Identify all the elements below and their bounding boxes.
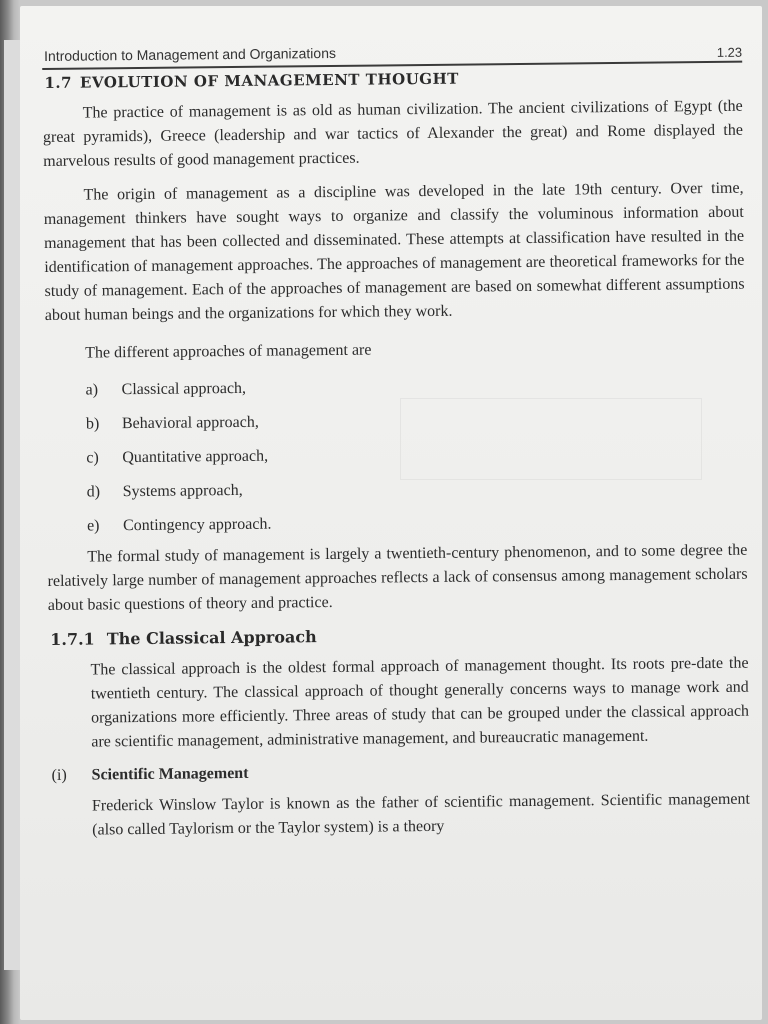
paragraph-origin: The origin of management as a discipline was developed in the late 19th century. Over time, management thinkers have sought ways to organize and classify the voluminous information about management that has been collected and disseminated. These attempts at classification have resulted in the identification of management approaches. The approaches of management are theoretical frameworks for the study of management. Each of the approaches of management are based on somewhat different assumptions about human beings and the organizations for which they work.: [43, 179, 745, 324]
item-title: Scientific Management: [91, 764, 249, 784]
running-head: [42, 39, 742, 70]
approaches-list: [85, 367, 747, 544]
list-item: [87, 503, 747, 544]
list-marker: e): [86, 517, 100, 535]
paragraph-formal-study: The formal study of management is largely a twentieth-century phenomenon, and to some degree the relatively large number of management approaches reflects a lack of consensus among management scholars about basic questions of theory and practice.: [47, 541, 748, 614]
subsection-number: 1.7.1: [50, 629, 95, 649]
list-marker: c): [86, 449, 99, 467]
list-marker: a): [85, 381, 99, 399]
list-marker: d): [86, 483, 101, 501]
list-item-text: Quantitative approach,: [122, 447, 269, 467]
section-title: EVOLUTION OF MANAGEMENT THOUGHT: [79, 69, 459, 92]
item-number: (i): [51, 766, 67, 784]
list-lead: The different approaches of management are: [85, 341, 372, 362]
section-heading: [44, 67, 742, 92]
book-page: [20, 6, 762, 1020]
paragraph-classical: The classical approach is the oldest formal approach of management thought. Its roots pre-date the twentieth century. The classical approach of thought generally concerns ways to manage work and organizations more efficiently. Three areas of study that can be grouped under the classical approach are scientific management, administrative management, and bureaucratic management.: [90, 654, 750, 751]
list-item-text: Systems approach,: [122, 481, 243, 501]
list-marker: b): [85, 415, 100, 433]
list-item-text: Classical approach,: [121, 379, 247, 399]
running-head-title: Introduction to Management and Organizations: [44, 44, 337, 64]
subsection-heading: [50, 623, 748, 649]
list-item-text: Contingency approach.: [122, 515, 272, 535]
subsection-title: The Classical Approach: [106, 627, 317, 649]
section-number: 1.7: [44, 73, 73, 92]
page-number: 1.23: [716, 44, 743, 60]
paragraph-history: The practice of management is as old as human civilization. The ancient civilizations of Egypt (the great pyramids), Greece (leadership and war tactics of Alexander the great) and Rome displayed the marvelous results of good management practices.: [42, 97, 744, 170]
paragraph-scientific: Frederick Winslow Taylor is known as the father of scientific management. Scientific management (also called Taylorism or the Taylor system) is a theory: [91, 790, 751, 839]
page-content: [42, 39, 750, 843]
list-item-text: Behavioral approach,: [121, 413, 259, 433]
item-heading: [52, 760, 750, 785]
